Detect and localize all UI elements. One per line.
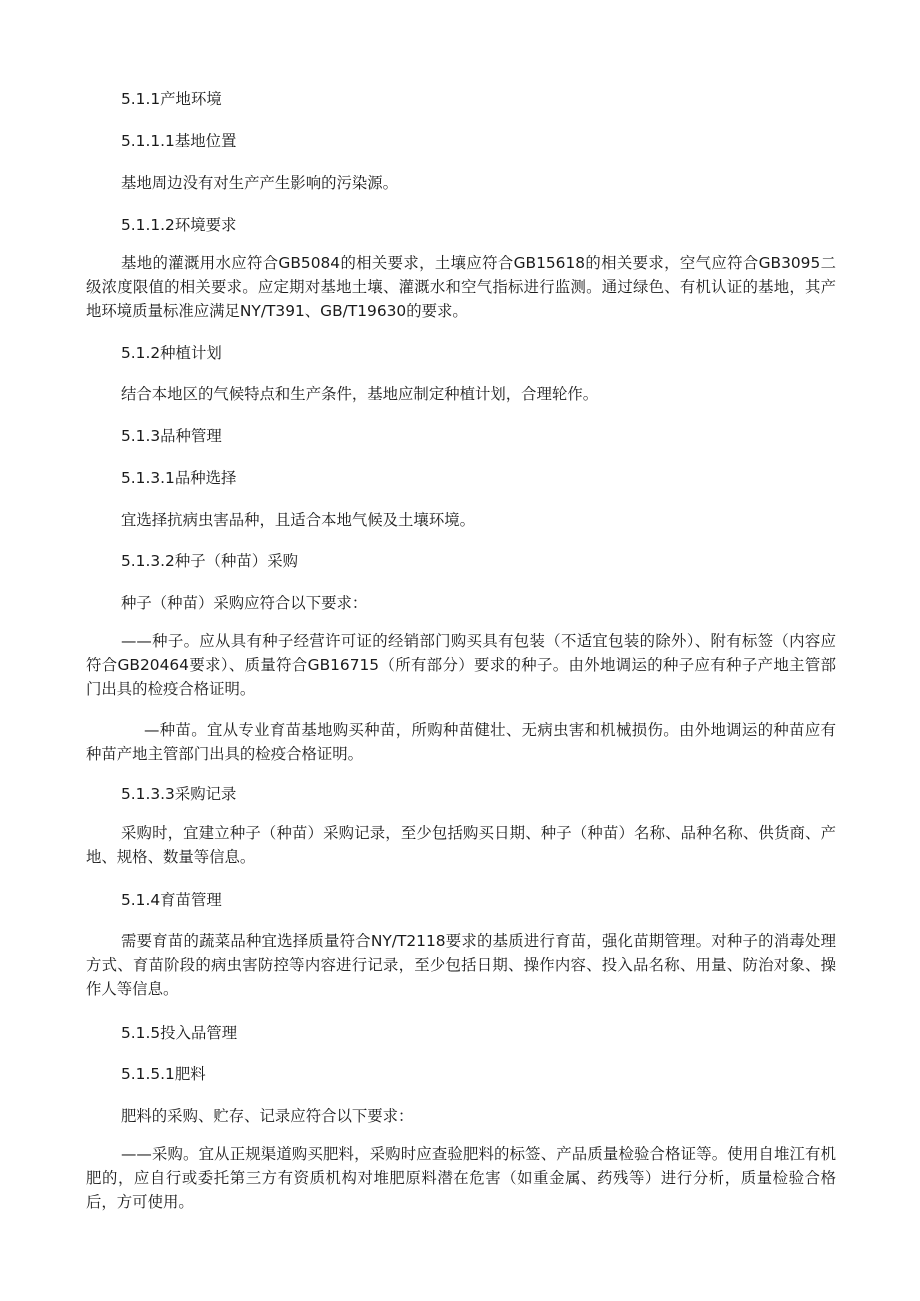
section-heading: 5.1.1.1基地位置 (121, 132, 237, 150)
dash-list-item: ——种子。应从具有种子经营许可证的经销部门购买具有包装（不适宜包装的除外）、附有标签（内容应符合GB20464要求）、质量符合GB16715（所有部分）要求的种子。由外地调运的种子应有种子产地主管部门出具的检疫合格证明。 (86, 632, 836, 698)
dash-list-item: ——采购。宜从正规渠道购买肥料，采购时应查验肥料的标签、产品质量检验合格证等。使用自堆江有机肥的，应自行或委托第三方有资质机构对堆肥原料潜在危害（如重金属、药残等）进行分析，质量检验合格后，方可使用。 (86, 1145, 836, 1211)
section-heading: 5.1.5.1肥料 (121, 1065, 206, 1083)
body-paragraph: 肥料的采购、贮存、记录应符合以下要求： (121, 1107, 414, 1125)
section-heading: 5.1.5投入品管理 (121, 1024, 238, 1042)
dash-list-item: —种苗。宜从专业育苗基地购买种苗，所购种苗健壮、无病虫害和机械损伤。由外地调运的种苗应有种苗产地主管部门出具的检疫合格证明。 (86, 721, 836, 763)
body-paragraph: 采购时，宜建立种子（种苗）采购记录，至少包括购买日期、种子（种苗）名称、品种名称、供货商、产地、规格、数量等信息。 (86, 824, 836, 866)
section-heading: 5.1.3.2种子（种苗）采购 (121, 552, 298, 570)
body-paragraph: 宜选择抗病虫害品种，且适合本地气候及土壤环境。 (121, 511, 475, 529)
body-paragraph: 结合本地区的气候特点和生产条件，基地应制定种植计划，合理轮作。 (121, 385, 599, 403)
section-heading: 5.1.3品种管理 (121, 427, 222, 445)
section-heading: 5.1.4育苗管理 (121, 891, 222, 909)
body-paragraph: 需要育苗的蔬菜品种宜选择质量符合NY/T2118要求的基质进行育苗，强化苗期管理。对种子的消毒处理方式、育苗阶段的病虫害防控等内容进行记录，至少包括日期、操作内容、投入品名称、用量、防治对象、操作人等信息。 (86, 932, 836, 998)
body-paragraph: 基地的灌溉用水应符合GB5084的相关要求，土壤应符合GB15618的相关要求，空气应符合GB3095二级浓度限值的相关要求。应定期对基地土壤、灌溉水和空气指标进行监测。通过绿色、有机认证的基地，其产地环境质量标准应满足NY/T391、GB/T19630的要求。 (86, 254, 836, 320)
section-heading: 5.1.3.3采购记录 (121, 785, 237, 803)
section-heading: 5.1.1.2环境要求 (121, 216, 237, 234)
body-paragraph: 种子（种苗）采购应符合以下要求： (121, 594, 368, 612)
section-heading: 5.1.2种植计划 (121, 344, 222, 362)
body-paragraph: 基地周边没有对生产产生影响的污染源。 (121, 174, 399, 192)
section-heading: 5.1.1产地环境 (121, 90, 222, 108)
section-heading: 5.1.3.1品种选择 (121, 469, 237, 487)
